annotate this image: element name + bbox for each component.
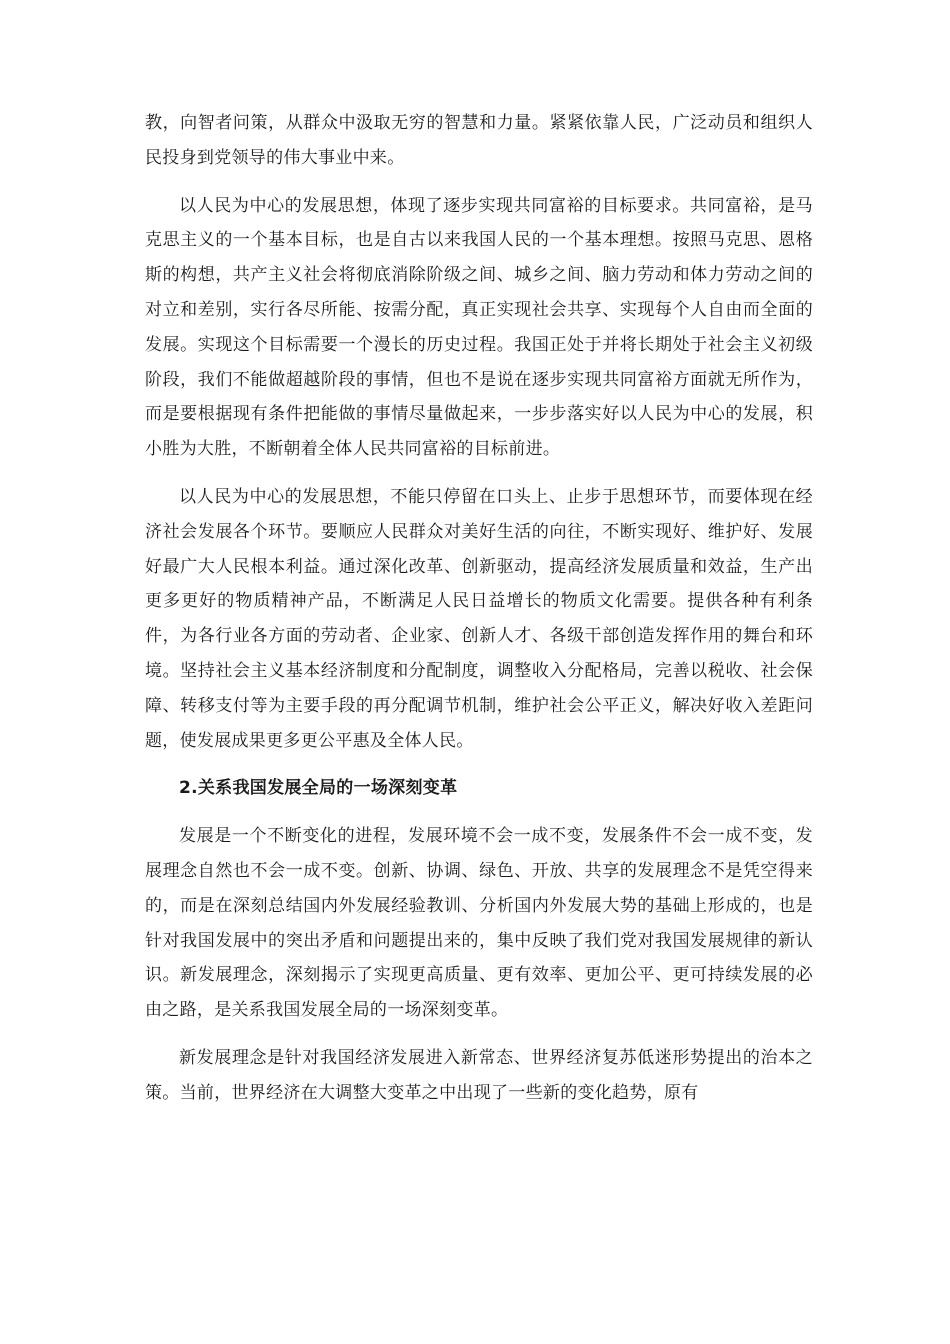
paragraph-new-development-concept: 发展是一个不断变化的进程，发展环境不会一成不变，发展条件不会一成不变，发展理念自然也不会一成不变。创新、协调、绿色、开放、共享的发展理念不是凭空得来的，而是在深刻总结国内外发展经验教训、分析国内外发展大势的基础上形成的，也是针对我国发展中的突出矛盾和问题提出来的，集中反映了我们党对我国发展规律的新认识。新发展理念，深刻揭示了实现更高质量、更有效率、更加公平、更可持续发展的必由之路，是关系我国发展全局的一场深刻变革。: [145, 826, 813, 1021]
paragraph-development-links: 以人民为中心的发展思想，不能只停留在口头上、止步于思想环节，而要体现在经济社会发展各个环节。要顺应人民群众对美好生活的向往，不断实现好、维护好、发展好最广大人民根本利益。通过深化改革、创新驱动，提高经济发展质量和效益，生产出更多更好的物质精神产品，不断满足人民日益增长的物质文化需要。提供各种有利条件，为各行业各方面的劳动者、企业家、创新人才、各级干部创造发挥作用的舞台和环境。坚持社会主义基本经济制度和分配制度，调整收入分配格局，完善以税收、社会保障、转移支付等为主要手段的再分配调节机制，维护社会公平正义，解决好收入差距问题，使发展成果更多更公平惠及全体人民。: [145, 486, 813, 751]
paragraph-new-normal: 新发展理念是针对我国经济发展进入新常态、世界经济复苏低迷形势提出的治本之策。当前，世界经济在大调整大变革之中出现了一些新的变化趋势，原有: [145, 1047, 813, 1103]
paragraph-common-prosperity: 以人民为中心的发展思想，体现了逐步实现共同富裕的目标要求。共同富裕，是马克思主义的一个基本目标，也是自古以来我国人民的一个基本理想。按照马克思、恩格斯的构想，共产主义社会将彻底消除阶级之间、城乡之间、脑力劳动和体力劳动之间的对立和差别，实行各尽所能、按需分配，真正实现社会共享、实现每个人自由而全面的发展。实现这个目标需要一个漫长的历史过程。我国正处于并将长期处于社会主义初级阶段，我们不能做超越阶段的事情，但也不是说在逐步实现共同富裕方面就无所作为，而是要根据现有条件把能做的事情尽量做起来，一步步落实好以人民为中心的发展，积小胜为大胜，不断朝着全体人民共同富裕的目标前进。: [145, 195, 813, 460]
text-column: [145, 106, 813, 1124]
paragraph-continuation: 教，向智者问策，从群众中汲取无穷的智慧和力量。紧紧依靠人民，广泛动员和组织人民投身到党领导的伟大事业中来。: [145, 113, 813, 168]
section-heading: 2.关系我国发展全局的一场深刻变革: [179, 778, 458, 799]
